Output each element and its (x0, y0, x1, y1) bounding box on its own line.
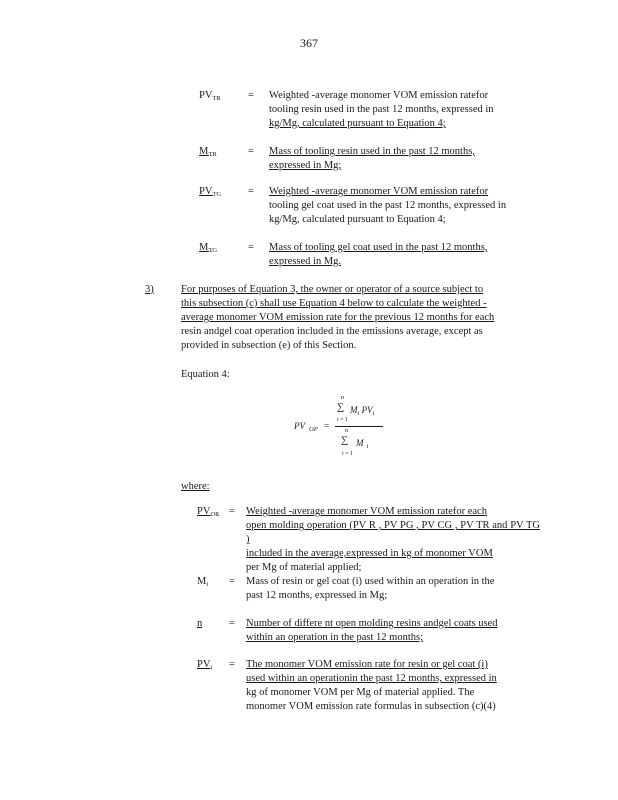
denominator-term: M $_i$ (356, 438, 369, 450)
def-symbol-m-i: $M_i$ (197, 576, 209, 588)
numerator-terms: $M_i$ $PV_i$ (350, 405, 375, 417)
def-text-pv-op: Weighted -average monomer VOM emission ratefor each open molding operation (PV R , PV PG , PV CG , PV TR and PV TG ) included in the average,expressed in kg of monomer VOM per Mg of material applied; (246, 506, 540, 573)
def-text-m-tr: Mass of tooling resin used in the past 12 months, expressed in Mg; (269, 146, 475, 171)
def-equals: = (248, 90, 254, 101)
equation-label: Equation 4: (181, 369, 230, 380)
fraction-bar (335, 426, 383, 427)
def-text-n: Number of differe nt open molding resins andgel coats used within an operation in the past 12 months; (246, 618, 498, 643)
def-equals: = (229, 506, 235, 517)
def-equals: = (229, 618, 235, 629)
def-text-pv-tg: Weighted -average monomer VOM emission ratefor tooling gel coat used in the past 12 months, expressed in kg/Mg, calculated pursuant to Equation 4; (269, 186, 507, 225)
def-symbol-n: n (197, 618, 203, 629)
sigma-num: ∑ (337, 402, 345, 413)
sum-lower-num: i = 1 (337, 417, 349, 423)
def-text-m-i: Mass of resin or gel coat (i) used within an operation in the past 12 months, expressed in Mg; (246, 576, 495, 601)
def-symbol-pv-op: $PV_{OP}$ (197, 506, 219, 518)
sum-upper-num: n (341, 395, 344, 401)
def-symbol-pv-tr: $PV_{TR}$ (199, 90, 221, 102)
def-equals: = (248, 186, 254, 197)
sum-lower-den: i = 1 (342, 451, 354, 457)
def-text-pv-tr: Weighted -average monomer VOM emission ratefor tooling resin used in the past 12 months, expressed in kg/Mg, calculated pursuant to Equation 4; (269, 90, 494, 129)
where-label: where: (181, 481, 210, 492)
sigma-den: ∑ (341, 435, 349, 446)
def-text-pv-i: The monomer VOM emission rate for resin or gel coat (i) used within an operationin the past 12 months, expressed in kg of monomer VOM per Mg of material applied. The monomer VOM emission rate formulas in subsection (c)(4) (246, 659, 497, 712)
def-equals: = (248, 242, 254, 253)
formula-equals: = (324, 421, 330, 431)
formula-lhs: PV $_{OP}$ (294, 421, 318, 433)
def-symbol-m-tg: $M_{TG}$ (199, 242, 218, 254)
def-symbol-m-tr: $M_{TR}$ (199, 146, 217, 158)
item-number: 3) (145, 284, 154, 295)
def-symbol-pv-i: $PV_i$ (197, 659, 213, 671)
item-3-paragraph: For purposes of Equation 3, the owner or operator of a source subject to this subsection (c) shall use Equation 4 below to calculate the weighted - average monomer VOM emission rate for the previous 12 months for each resin andgel coat operation included in the emissions average, except as provided in subsection (e) of this Section. (181, 284, 495, 351)
def-equals: = (229, 576, 235, 587)
def-equals: = (229, 659, 235, 670)
sum-upper-den: n (345, 428, 348, 434)
def-equals: = (248, 146, 254, 157)
def-text-m-tg: Mass of tooling gel coat used in the past 12 months, expressed in Mg. (269, 242, 488, 267)
def-symbol-pv-tg: $PV_{TG}$ (199, 186, 222, 198)
page-number: 367 (300, 36, 318, 50)
